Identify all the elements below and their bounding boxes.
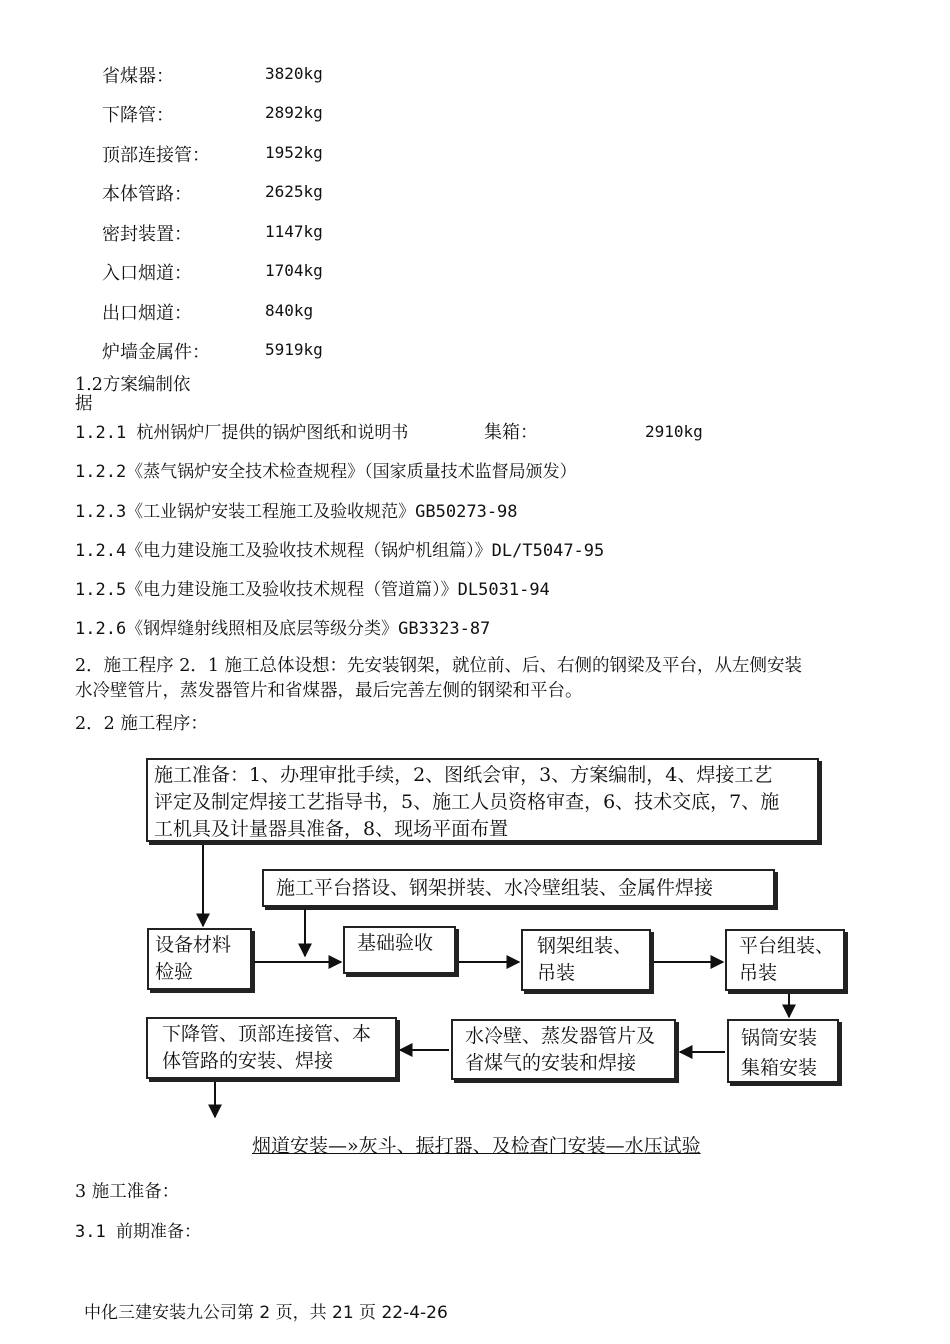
clipped-heading-fragment: 据 <box>75 394 93 414</box>
overlay-label: 集箱： <box>484 422 538 443</box>
weight-label: 出口烟道： <box>102 303 192 324</box>
weight-value: 3820kg <box>265 64 323 83</box>
weight-label: 入口烟道： <box>102 263 192 284</box>
paragraph-line: 2．施工程序 2．1 施工总体设想：先安装钢架，就位前、后、右侧的钢梁及平台，从左侧安装 <box>75 656 803 676</box>
flow-box-preparation: 施工准备：1、办理审批手续，2、图纸会审，3、方案编制，4、焊接工艺 评定及制定焊接工艺指导书，5、施工人员资格审查，6、技术交底，7、施 工机具及计量器具准备，8、现场平面布置 <box>146 758 819 842</box>
reference-item: 1.2.4《电力建设施工及验收技术规程（锅炉机组篇）》DL/T5047-95 <box>75 541 605 561</box>
section-heading: 1.2方案编制依 <box>75 375 191 395</box>
weight-value: 5919kg <box>265 340 323 359</box>
reference-item: 1.2.2《蒸气锅炉安全技术检查规程》（国家质量技术监督局颁发） <box>75 462 577 482</box>
weight-value: 2892kg <box>265 103 323 122</box>
overlay-value-clipped: 2910kg <box>645 422 703 441</box>
weight-label: 密封装置： <box>102 224 192 245</box>
weight-value: 1147kg <box>265 222 323 241</box>
page-footer: 中化三建安装九公司第 2 页，共 21 页 22-4-26 <box>84 1303 448 1323</box>
weight-label: 炉墙金属件： <box>102 342 210 363</box>
flow-box-platform: 施工平台搭设、钢架拼装、水冷壁组装、金属件焊接 <box>262 869 775 907</box>
weight-value: 2625kg <box>265 182 323 201</box>
paragraph-line: 水冷壁管片，蒸发器管片和省煤器，最后完善左侧的钢梁和平台。 <box>75 681 583 701</box>
weight-value: 1952kg <box>265 143 323 162</box>
weight-label: 本体管路： <box>102 184 192 205</box>
reference-item: 1.2.1 杭州锅炉厂提供的锅炉图纸和说明书 <box>75 423 409 443</box>
section-subheading: 3.1 前期准备： <box>75 1222 201 1242</box>
section-heading: 2．2 施工程序： <box>75 714 208 734</box>
weight-label: 顶部连接管： <box>102 145 210 166</box>
flow-box-equipment-inspection: 设备材料 检验 <box>147 928 252 990</box>
reference-item: 1.2.6《钢焊缝射线照相及底层等级分类》GB3323-87 <box>75 619 491 639</box>
flow-box-downcomer: 下降管、顶部连接管、本 体管路的安装、焊接 <box>146 1017 397 1079</box>
reference-item: 1.2.5《电力建设施工及验收技术规程（管道篇）》DL5031-94 <box>75 580 550 600</box>
flow-box-steel-frame: 钢架组装、 吊装 <box>521 929 651 991</box>
flow-final-step: 烟道安装—»灰斗、振打器、及检查门安装—水压试验 <box>252 1135 701 1157</box>
section-heading: 3 施工准备： <box>75 1182 180 1202</box>
weight-value: 840kg <box>265 301 314 320</box>
flow-box-foundation: 基础验收 <box>343 926 456 974</box>
weight-label: 下降管： <box>102 105 174 126</box>
reference-item: 1.2.3《工业锅炉安装工程施工及验收规范》GB50273-98 <box>75 502 518 522</box>
weight-value: 1704kg <box>265 261 323 280</box>
flow-box-platform-assembly: 平台组装、 吊装 <box>725 929 845 991</box>
flow-box-drum: 锅筒安装 集箱安装 <box>727 1019 839 1083</box>
weight-label: 省煤器： <box>102 66 174 87</box>
flow-box-water-wall: 水冷壁、蒸发器管片及 省煤气的安装和焊接 <box>451 1019 676 1080</box>
